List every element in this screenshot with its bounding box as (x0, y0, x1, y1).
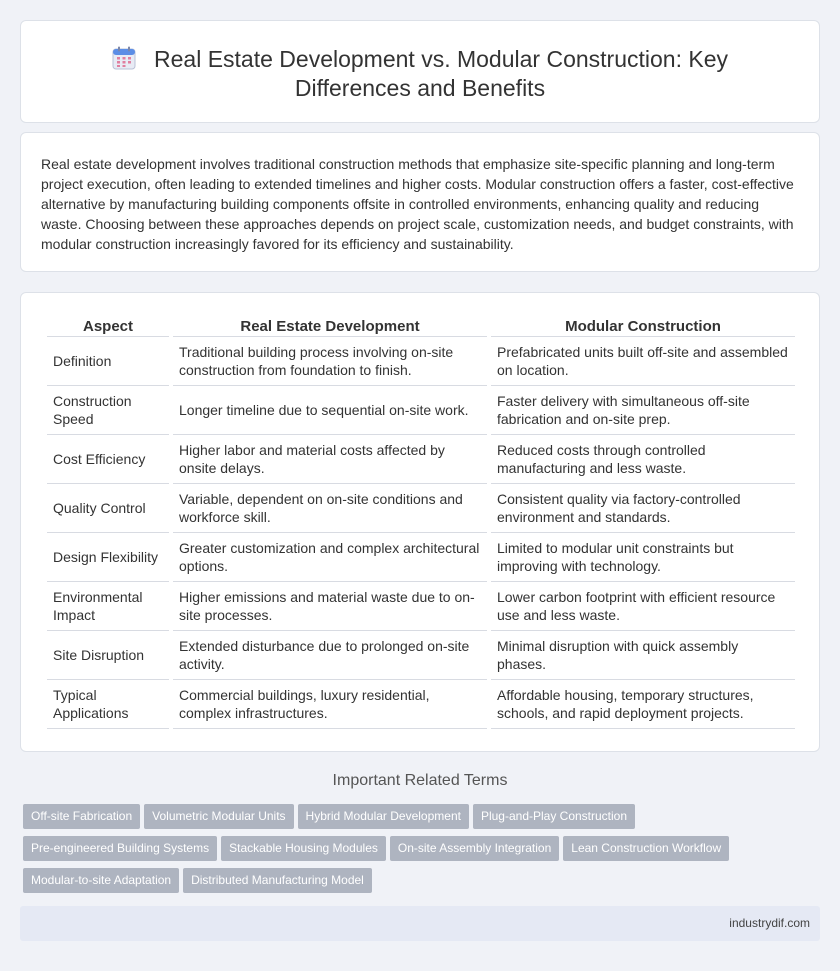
row-aspect: Definition (47, 337, 169, 386)
header-modular-construction: Modular Construction (491, 315, 795, 337)
tag-plug-and-play-construction[interactable]: Plug-and-Play Construction (473, 804, 635, 829)
row-modular: Lower carbon footprint with efficient resource use and less waste. (491, 582, 795, 631)
footer (20, 906, 820, 941)
tag-row (23, 836, 823, 868)
tag-stackable-housing-modules[interactable]: Stackable Housing Modules (221, 836, 386, 861)
row-real-estate: Traditional building process involving on-site construction from foundation to finish. (173, 337, 487, 386)
row-aspect: Construction Speed (47, 386, 169, 435)
intro-paragraph: Real estate development involves traditional construction methods that emphasize site-specific planning and long-term project execution, often leading to extended timelines and higher costs. Modular construction offers a faster, cost-effective alternative by manufacturing building components offsite in controlled environments, enhancing quality and reducing waste. Choosing between these approaches depends on project scale, customization needs, and budget constraints, with modular construction increasingly favored for its efficiency and sustainability. (41, 156, 794, 252)
comparison-table (43, 315, 799, 729)
row-aspect: Environmental Impact (47, 582, 169, 631)
row-modular: Faster delivery with simultaneous off-site fabrication and on-site prep. (491, 386, 795, 435)
table-header-row (47, 315, 795, 337)
table-row (47, 582, 795, 631)
table-row (47, 533, 795, 582)
row-modular: Affordable housing, temporary structures, schools, and rapid deployment projects. (491, 680, 795, 729)
row-modular: Minimal disruption with quick assembly phases. (491, 631, 795, 680)
tag-on-site-assembly-integration[interactable]: On-site Assembly Integration (390, 836, 559, 861)
tag-hybrid-modular-development[interactable]: Hybrid Modular Development (298, 804, 469, 829)
row-real-estate: Greater customization and complex architectural options. (173, 533, 487, 582)
table-row (47, 386, 795, 435)
footer-site-link[interactable]: industrydif.com (729, 916, 810, 930)
tag-modular-to-site-adaptation[interactable]: Modular-to-site Adaptation (23, 868, 179, 893)
row-modular: Limited to modular unit constraints but improving with technology. (491, 533, 795, 582)
row-aspect: Quality Control (47, 484, 169, 533)
row-modular: Consistent quality via factory-controlled environment and standards. (491, 484, 795, 533)
related-terms-title: Important Related Terms (332, 772, 508, 789)
tag-distributed-manufacturing-model[interactable]: Distributed Manufacturing Model (183, 868, 372, 893)
row-real-estate: Variable, dependent on on-site conditions and workforce skill. (173, 484, 487, 533)
row-aspect: Typical Applications (47, 680, 169, 729)
row-aspect: Site Disruption (47, 631, 169, 680)
row-aspect: Design Flexibility (47, 533, 169, 582)
related-terms (23, 804, 823, 900)
row-real-estate: Commercial buildings, luxury residential, complex infrastructures. (173, 680, 487, 729)
table-row (47, 337, 795, 386)
row-real-estate: Longer timeline due to sequential on-site work. (173, 386, 487, 435)
row-real-estate: Higher emissions and material waste due to on-site processes. (173, 582, 487, 631)
header-real-estate-development: Real Estate Development (173, 315, 487, 337)
tag-lean-construction-workflow[interactable]: Lean Construction Workflow (563, 836, 729, 861)
table-row (47, 435, 795, 484)
table-row (47, 680, 795, 729)
title-card (20, 20, 820, 123)
tag-row (23, 804, 823, 836)
page-title: Real Estate Development vs. Modular Construction: Key Differences and Benefits (154, 46, 728, 101)
tag-off-site-fabrication[interactable]: Off-site Fabrication (23, 804, 140, 829)
calendar-icon (112, 46, 136, 70)
table-row (47, 484, 795, 533)
comparison-card (20, 292, 820, 752)
row-aspect: Cost Efficiency (47, 435, 169, 484)
table-row (47, 631, 795, 680)
tag-row (23, 868, 823, 900)
row-real-estate: Extended disturbance due to prolonged on-site activity. (173, 631, 487, 680)
tag-volumetric-modular-units[interactable]: Volumetric Modular Units (144, 804, 293, 829)
row-modular: Prefabricated units built off-site and assembled on location. (491, 337, 795, 386)
intro-card (20, 132, 820, 272)
tag-pre-engineered-building-systems[interactable]: Pre-engineered Building Systems (23, 836, 217, 861)
row-real-estate: Higher labor and material costs affected by onsite delays. (173, 435, 487, 484)
row-modular: Reduced costs through controlled manufacturing and less waste. (491, 435, 795, 484)
header-aspect: Aspect (47, 315, 169, 337)
